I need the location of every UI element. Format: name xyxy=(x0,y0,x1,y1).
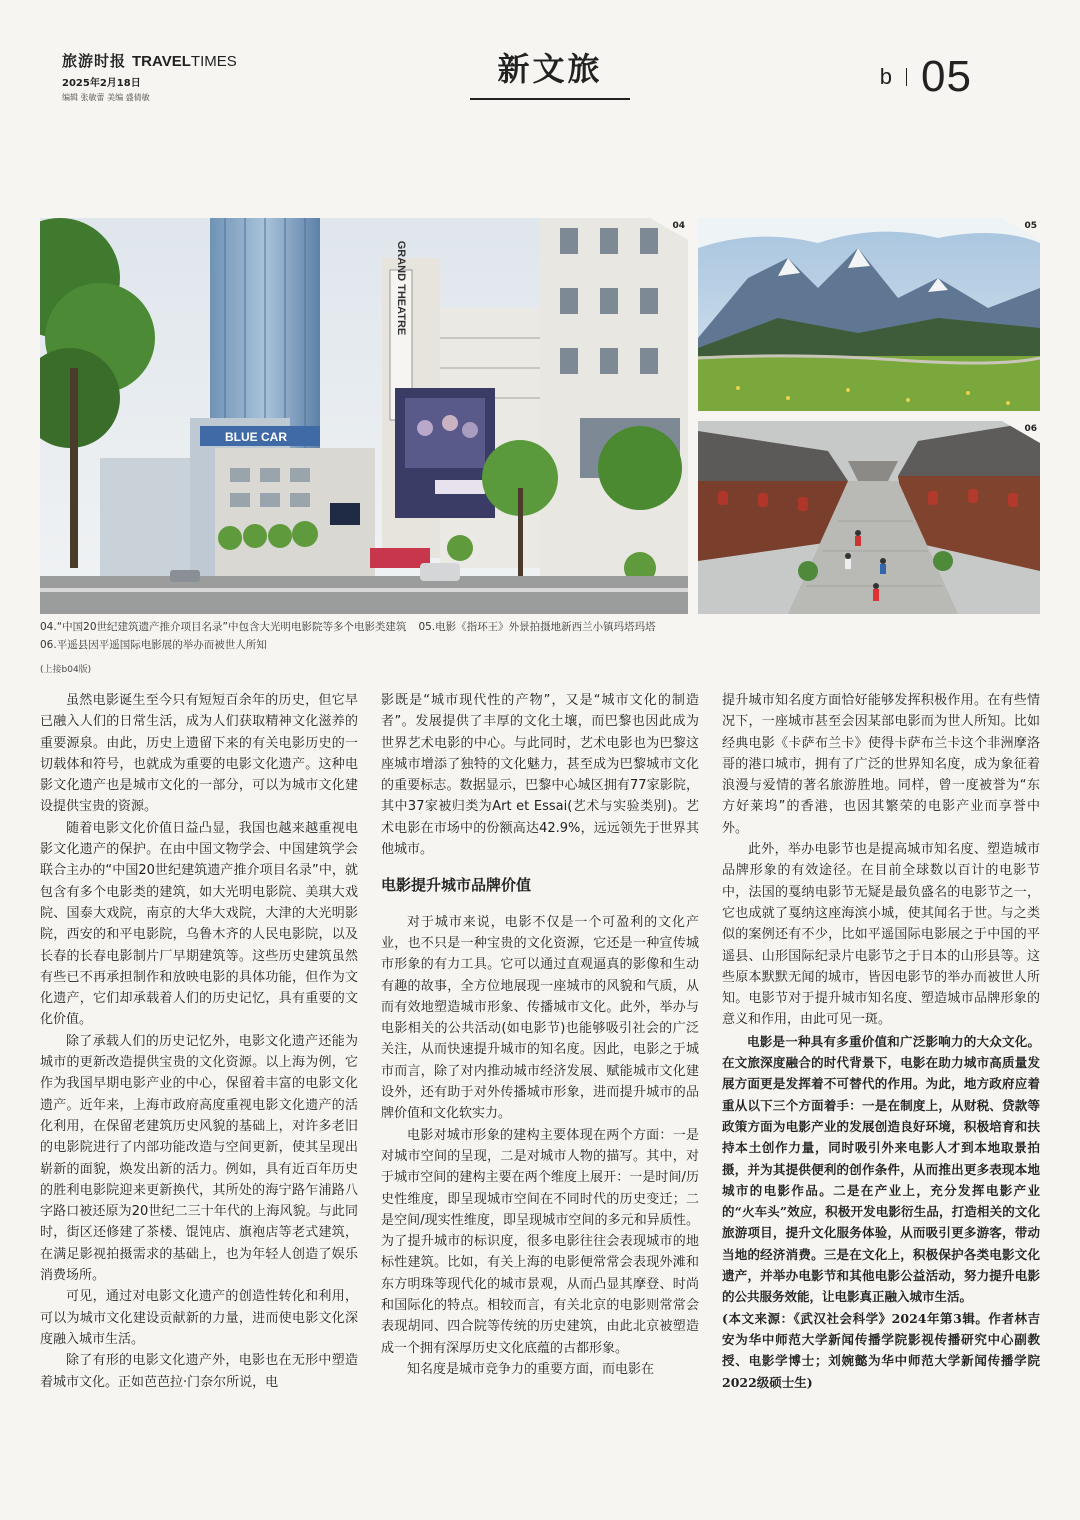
logo-chinese: 旅游时报 xyxy=(62,52,127,70)
photo-pingyao-street xyxy=(698,421,1040,614)
source-note: (本文来源：《武汉社会科学》2024年第3辑。作者林吉安为华中师范大学新闻传播学院影视传播研究中心副教授、电影学博士；刘婉懿为华中师范大学新闻传播学院2022级硕士生) xyxy=(722,1310,1040,1390)
paragraph: 知名度是城市竞争力的重要方面，而电影在 xyxy=(407,1361,655,1377)
article-column-1 xyxy=(40,690,358,1393)
article-column-2 xyxy=(381,690,699,1380)
article-column-3 xyxy=(722,690,1040,1393)
paragraph: 电影对城市形象的建构主要体现在两个方面：一是对城市空间的呈现，二是对城市人物的描写。其中，对于城市空间的建构主要在两个维度上展开：一是时间/历史性维度，即呈现城市空间在不同时代的历史变迁；二是空间/现实性维度，即呈现城市空间的多元和异质性。为了提升城市的标识度，很多电影往往会表现城市的地标性建筑。比如，有关上海的电影便常常会表现外滩和东方明珠等现代化的城市景观，从而凸显其摩登、时尚和国际化的特点。相较而言，有关北京的电影则常常会表现胡同、四合院等传统的历史建筑，由此北京被塑造成一个拥有深厚历史文化底蕴的古都形象。 xyxy=(381,1127,699,1356)
photo-06-number: 06 xyxy=(1024,424,1037,434)
logo-english-bold: TRAVEL xyxy=(132,53,191,70)
subheading: 电影提升城市品牌价值 xyxy=(381,876,532,895)
continued-from-note: (上接b04版) xyxy=(40,665,92,675)
closing-paragraph: 电影是一种具有多重价值和广泛影响力的大众文化。在文旅深度融合的时代背景下，电影在助力城市高质量发展方面更是发挥着不可替代的作用。为此，地方政府应着重从以下三个方面着手：一是在制度上，从财税、贷款等政策方面为电影产业的发展创造良好环境，积极培育和扶持本土创作力量，同时吸引外来电影人才到本地取景拍摄，并为其提供便利的创作条件，从而推出更多表现本地城市的电影作品。二是在产业上，充分发挥电影产业的“火车头”效应，积极开发电影衍生品，打造相关的文化旅游项目，提升文化服务体验，从而吸引更多游客，带动当地的经济消费。三是在文化上，积极保护各类电影文化遗产，并举办电影节和其他电影公益活动，努力提升电影的公共服务效能，让电影真正融入城市生活。 xyxy=(722,1033,1040,1305)
page-divider xyxy=(906,68,907,86)
newspaper-logo xyxy=(62,50,282,71)
caption-04: 04.“中国20世纪建筑遗产推介项目名录”中包含大光明电影院等多个电影类建筑 xyxy=(40,621,407,633)
photo-captions xyxy=(40,618,1040,654)
paragraph: 此外，举办电影节也是提高城市知名度、塑造城市品牌形象的有效途径。在目前全球数以百计的电影节中，法国的戛纳电影节无疑是最负盛名的电影节之一，它也成就了戛纳这座海滨小城，使其闻名于世。与之类似的案例还有不少，比如平遥国际电影展之于中国的平遥县、山形国际纪录片电影节之于日本的山形县等。这些原本默默无闻的城市，皆因电影节的举办而被世人所知。电影节对于提升城市知名度、塑造城市品牌形象的意义和作用，由此可见一斑。 xyxy=(722,842,1040,1028)
paragraph: 虽然电影诞生至今只有短短百余年的历史，但它早已融入人们的日常生活，成为人们获取精神文化滋养的重要源泉。由此，历史上遗留下来的有关电影历史的一切载体和符号，也就成为重要的电影文化遗产。这种电影文化遗产也是城市文化的一部分，可以为城市文化建设提供宝贵的资源。 xyxy=(40,693,358,815)
photo-04-number: 04 xyxy=(672,221,685,231)
ancient-street-illustration xyxy=(698,421,1040,614)
logo-english-light: TIMES xyxy=(190,53,237,70)
page-letter: b xyxy=(879,64,893,89)
paragraph-continued: 影既是“城市现代性的产物”，又是“城市文化的制造者”。发展提供了丰厚的文化土壤，而巴黎也因此成为世界艺术电影的中心。与此同时，艺术电影也为巴黎这座城市增添了独特的文化魅力，甚至成为巴黎城市文化的重要标志。数据显示，巴黎中心城区拥有77家影院，其中37家被归类为Art et Essai(艺术与实验类别)。艺术电影在市场中的份额高达42.9%，远远领先于世界其他城市。 xyxy=(381,693,699,858)
paragraph: 对于城市来说，电影不仅是一个可盈利的文化产业，也不只是一种宝贵的文化资源，它还是一种宣传城市形象的有力工具。它可以通过直观逼真的影像和生动有趣的故事，全方位地展现一座城市的风貌和气质，从而有效地塑造城市形象、传播城市文化。此外，举办与电影相关的公共活动(如电影节)也能够吸引社会的广泛关注，从而快速提升城市的知名度。因此，电影之于城市而言，除了对内推动城市经济发展、赋能城市文化建设外，还有助于对外传播城市形象，进而提升城市的品牌价值和文化软实力。 xyxy=(381,914,699,1122)
page-number: 05 xyxy=(921,52,972,101)
paragraph: 随着电影文化价值日益凸显，我国也越来越重视电影文化遗产的保护。在由中国文物学会、中国建筑学会联合主办的“中国20世纪建筑遗产推介项目名录”中，就包含有多个电影类的建筑，如大光明电影院、美琪大戏院、国泰大戏院，南京的大华大戏院，大津的大光明影院，西安的和平电影院，乌鲁木齐的人民电影院，以及长春的长春电影制片厂早期建筑等。这些历史建筑虽然有些已不再承担制作和放映电影的具体功能，但作为文化遗产，它们却承载着人们的历史记忆，具有重要的文化价值。 xyxy=(40,820,358,1028)
photo-matamata-landscape xyxy=(698,218,1040,411)
paragraph: 除了有形的电影文化遗产外，电影也在无形中塑造着城市文化。正如芭芭拉·门奈尔所说，电 xyxy=(40,1353,358,1390)
editor-credits: 编辑 张敏蕾 美编 盛倩敏 xyxy=(62,93,150,102)
page-marker xyxy=(880,52,972,102)
masthead xyxy=(62,50,282,103)
caption-05: 05.电影《指环王》外景拍摄地新西兰小镇玛塔玛塔 xyxy=(418,621,656,633)
caption-06: 06.平遥县因平遥国际电影展的举办而被世人所知 xyxy=(40,639,267,651)
street-scene-illustration xyxy=(40,218,688,614)
photo-grand-theatre-street xyxy=(40,218,688,614)
grand-theatre-sign: GRAND THEATRE xyxy=(395,240,407,336)
blue-car-sign: BLUE CAR xyxy=(225,430,287,444)
photo-05-number: 05 xyxy=(1024,221,1037,231)
issue-date: 2025年2月18日 xyxy=(62,78,141,89)
mountain-landscape-illustration xyxy=(698,218,1040,411)
paragraph: 除了承载人们的历史记忆外，电影文化遗产还能为城市的更新改造提供宝贵的文化资源。以上海为例，它作为我国早期电影产业的中心，保留着丰富的电影文化遗产。近年来，上海市政府高度重视电影文化遗产的活化利用，在保留老建筑历史风貌的基础上，对许多老旧的电影院进行了内部功能改造与空间更新，使其呈现出崭新的面貌，焕发出新的活力。例如，具有近百年历史的胜利电影院迎来更新换代，其所处的海宁路乍浦路八字路口被还原为20世纪二三十年代的上海风貌。与此同时，街区还修建了茶楼、馄饨店、旗袍店等老式建筑，在满足影视拍摄需求的基础上，也为年轻人创造了娱乐消费场所。 xyxy=(40,1033,358,1284)
section-title: 新文旅 xyxy=(470,44,630,100)
paragraph-continued: 提升城市知名度方面恰好能够发挥积极作用。在有些情况下，一座城市甚至会因某部电影而为世人所知。比如经典电影《卡萨布兰卡》使得卡萨布兰卡这个非洲摩洛哥的港口城市，拥有了广泛的世界知名度，成为象征着浪漫与爱情的著名旅游胜地。同样，曾一度被誉为“东方好莱坞”的香港，也因其繁荣的电影产业而享誉中外。 xyxy=(722,693,1040,836)
paragraph: 可见，通过对电影文化遗产的创造性转化和利用，可以为城市文化建设贡献新的力量，进而使电影文化深度融入城市生活。 xyxy=(40,1289,358,1347)
